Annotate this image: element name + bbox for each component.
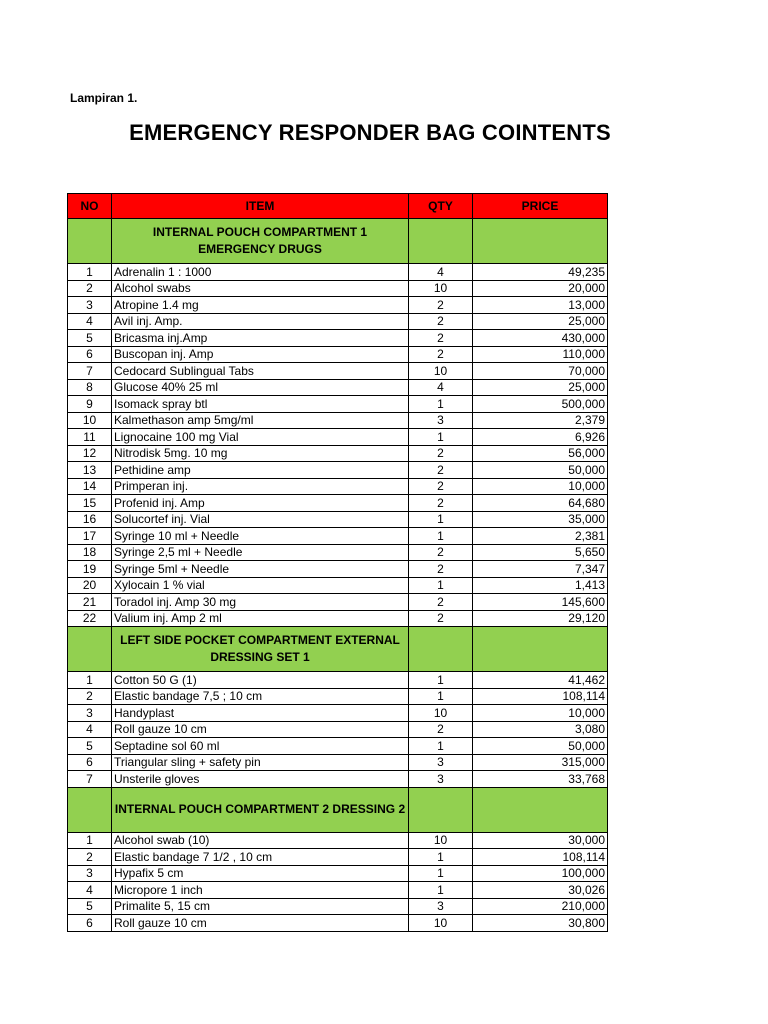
row-item: Roll gauze 10 cm: [112, 915, 409, 932]
row-price: 25,000: [473, 379, 608, 396]
row-no: 3: [68, 297, 112, 314]
table-row: [68, 915, 608, 932]
row-item: Nitrodisk 5mg. 10 mg: [112, 445, 409, 462]
row-price: 56,000: [473, 445, 608, 462]
row-item: Kalmethason amp 5mg/ml: [112, 412, 409, 429]
row-no: 10: [68, 412, 112, 429]
row-qty: 1: [409, 865, 473, 882]
table-body: [68, 219, 608, 932]
row-no: 19: [68, 561, 112, 578]
row-price: 500,000: [473, 396, 608, 413]
section-price-cell: [473, 219, 608, 264]
row-price: 50,000: [473, 738, 608, 755]
table-row: [68, 544, 608, 561]
row-price: 70,000: [473, 363, 608, 380]
table-row: [68, 495, 608, 512]
row-no: 4: [68, 882, 112, 899]
table-row: [68, 412, 608, 429]
row-price: 30,026: [473, 882, 608, 899]
table-row: [68, 396, 608, 413]
row-item: Roll gauze 10 cm: [112, 721, 409, 738]
row-item: Adrenalin 1 : 1000: [112, 264, 409, 281]
row-price: 10,000: [473, 705, 608, 722]
row-item: Xylocain 1 % vial: [112, 577, 409, 594]
table-row: [68, 832, 608, 849]
row-item: Syringe 5ml + Needle: [112, 561, 409, 578]
row-no: 15: [68, 495, 112, 512]
table-row: [68, 738, 608, 755]
table-row: [68, 330, 608, 347]
section-row: [68, 627, 608, 672]
row-price: 30,800: [473, 915, 608, 932]
row-price: 41,462: [473, 672, 608, 689]
row-qty: 3: [409, 412, 473, 429]
row-price: 2,379: [473, 412, 608, 429]
row-price: 145,600: [473, 594, 608, 611]
table-row: [68, 379, 608, 396]
row-no: 11: [68, 429, 112, 446]
row-no: 4: [68, 313, 112, 330]
table-row: [68, 882, 608, 899]
section-qty-cell: [409, 627, 473, 672]
row-qty: 3: [409, 771, 473, 788]
row-price: 30,000: [473, 832, 608, 849]
row-qty: 1: [409, 849, 473, 866]
row-qty: 10: [409, 363, 473, 380]
row-price: 10,000: [473, 478, 608, 495]
row-no: 3: [68, 865, 112, 882]
row-qty: 2: [409, 313, 473, 330]
row-qty: 1: [409, 511, 473, 528]
row-no: 17: [68, 528, 112, 545]
row-item: Toradol inj. Amp 30 mg: [112, 594, 409, 611]
row-item: Glucose 40% 25 ml: [112, 379, 409, 396]
row-no: 5: [68, 330, 112, 347]
row-no: 14: [68, 478, 112, 495]
page-title: EMERGENCY RESPONDER BAG COINTENTS: [129, 120, 611, 145]
header-price: PRICE: [473, 194, 608, 219]
row-qty: 1: [409, 882, 473, 899]
row-price: 13,000: [473, 297, 608, 314]
row-no: 16: [68, 511, 112, 528]
row-qty: 4: [409, 264, 473, 281]
header-item: ITEM: [112, 194, 409, 219]
row-item: Alcohol swabs: [112, 280, 409, 297]
table-row: [68, 363, 608, 380]
table-row: [68, 511, 608, 528]
row-item: Primperan inj.: [112, 478, 409, 495]
row-item: Syringe 2,5 ml + Needle: [112, 544, 409, 561]
row-no: 2: [68, 849, 112, 866]
section-no-cell: [68, 627, 112, 672]
row-no: 18: [68, 544, 112, 561]
table-row: [68, 672, 608, 689]
row-qty: 2: [409, 495, 473, 512]
header-row: [68, 194, 608, 219]
row-price: 6,926: [473, 429, 608, 446]
row-no: 7: [68, 363, 112, 380]
row-qty: 4: [409, 379, 473, 396]
row-qty: 3: [409, 898, 473, 915]
row-price: 29,120: [473, 610, 608, 627]
row-no: 1: [68, 264, 112, 281]
row-item: Atropine 1.4 mg: [112, 297, 409, 314]
row-price: 210,000: [473, 898, 608, 915]
table-row: [68, 429, 608, 446]
row-no: 6: [68, 754, 112, 771]
row-price: 108,114: [473, 688, 608, 705]
row-item: Buscopan inj. Amp: [112, 346, 409, 363]
table-row: [68, 561, 608, 578]
section-price-cell: [473, 627, 608, 672]
row-no: 8: [68, 379, 112, 396]
row-item: Profenid inj. Amp: [112, 495, 409, 512]
table-row: [68, 721, 608, 738]
row-price: 110,000: [473, 346, 608, 363]
row-price: 33,768: [473, 771, 608, 788]
table-row: [68, 478, 608, 495]
table-row: [68, 610, 608, 627]
row-price: 35,000: [473, 511, 608, 528]
row-no: 1: [68, 672, 112, 689]
table-row: [68, 313, 608, 330]
row-item: Unsterile gloves: [112, 771, 409, 788]
row-item: Pethidine amp: [112, 462, 409, 479]
row-no: 2: [68, 280, 112, 297]
table-row: [68, 705, 608, 722]
row-no: 7: [68, 771, 112, 788]
table-row: [68, 754, 608, 771]
row-item: Handyplast: [112, 705, 409, 722]
section-label: INTERNAL POUCH COMPARTMENT 2 DRESSING 2: [112, 787, 409, 832]
row-no: 9: [68, 396, 112, 413]
row-qty: 2: [409, 346, 473, 363]
row-qty: 2: [409, 544, 473, 561]
row-item: Septadine sol 60 ml: [112, 738, 409, 755]
row-item: Avil inj. Amp.: [112, 313, 409, 330]
row-item: Isomack spray btl: [112, 396, 409, 413]
row-item: Cedocard Sublingual Tabs: [112, 363, 409, 380]
row-price: 64,680: [473, 495, 608, 512]
row-qty: 1: [409, 688, 473, 705]
row-no: 5: [68, 898, 112, 915]
table-row: [68, 688, 608, 705]
section-qty-cell: [409, 787, 473, 832]
contents-table: [67, 193, 608, 932]
row-qty: 2: [409, 594, 473, 611]
row-no: 6: [68, 915, 112, 932]
row-no: 12: [68, 445, 112, 462]
section-row: [68, 219, 608, 264]
row-price: 1,413: [473, 577, 608, 594]
row-no: 3: [68, 705, 112, 722]
row-price: 49,235: [473, 264, 608, 281]
row-price: 5,650: [473, 544, 608, 561]
table-row: [68, 445, 608, 462]
row-item: Cotton 50 G (1): [112, 672, 409, 689]
table-row: [68, 462, 608, 479]
row-item: Bricasma inj.Amp: [112, 330, 409, 347]
section-label: INTERNAL POUCH COMPARTMENT 1 EMERGENCY DRUGS: [112, 219, 409, 264]
table-row: [68, 771, 608, 788]
row-price: 50,000: [473, 462, 608, 479]
row-qty: 2: [409, 462, 473, 479]
table-row: [68, 594, 608, 611]
section-qty-cell: [409, 219, 473, 264]
row-qty: 1: [409, 577, 473, 594]
appendix-label: Lampiran 1.: [70, 91, 138, 105]
row-item: Primalite 5, 15 cm: [112, 898, 409, 915]
row-price: 100,000: [473, 865, 608, 882]
row-no: 21: [68, 594, 112, 611]
row-qty: 1: [409, 429, 473, 446]
row-item: Elastic bandage 7 1/2 , 10 cm: [112, 849, 409, 866]
table-row: [68, 264, 608, 281]
section-no-cell: [68, 787, 112, 832]
table-row: [68, 577, 608, 594]
row-no: 5: [68, 738, 112, 755]
row-item: Syringe 10 ml + Needle: [112, 528, 409, 545]
row-no: 20: [68, 577, 112, 594]
row-item: Triangular sling + safety pin: [112, 754, 409, 771]
row-no: 22: [68, 610, 112, 627]
table-row: [68, 280, 608, 297]
table-row: [68, 346, 608, 363]
row-qty: 10: [409, 832, 473, 849]
row-price: 3,080: [473, 721, 608, 738]
row-qty: 10: [409, 280, 473, 297]
row-qty: 1: [409, 672, 473, 689]
row-no: 4: [68, 721, 112, 738]
header-qty: QTY: [409, 194, 473, 219]
row-price: 2,381: [473, 528, 608, 545]
row-item: Micropore 1 inch: [112, 882, 409, 899]
row-qty: 3: [409, 754, 473, 771]
row-price: 108,114: [473, 849, 608, 866]
table-row: [68, 898, 608, 915]
table-row: [68, 528, 608, 545]
header-no: NO: [68, 194, 112, 219]
row-qty: 2: [409, 297, 473, 314]
row-item: Elastic bandage 7,5 ; 10 cm: [112, 688, 409, 705]
row-qty: 2: [409, 561, 473, 578]
row-item: Valium inj. Amp 2 ml: [112, 610, 409, 627]
row-no: 6: [68, 346, 112, 363]
row-item: Hypafix 5 cm: [112, 865, 409, 882]
section-row: [68, 787, 608, 832]
section-no-cell: [68, 219, 112, 264]
row-price: 315,000: [473, 754, 608, 771]
row-price: 20,000: [473, 280, 608, 297]
row-qty: 2: [409, 610, 473, 627]
row-no: 13: [68, 462, 112, 479]
row-qty: 10: [409, 705, 473, 722]
row-qty: 2: [409, 478, 473, 495]
row-item: Lignocaine 100 mg Vial: [112, 429, 409, 446]
row-no: 1: [68, 832, 112, 849]
row-price: 7,347: [473, 561, 608, 578]
section-label: LEFT SIDE POCKET COMPARTMENT EXTERNAL DRESSING SET 1: [112, 627, 409, 672]
table-row: [68, 865, 608, 882]
row-no: 2: [68, 688, 112, 705]
row-item: Alcohol swab (10): [112, 832, 409, 849]
row-item: Solucortef inj. Vial: [112, 511, 409, 528]
row-qty: 1: [409, 738, 473, 755]
row-qty: 2: [409, 330, 473, 347]
section-price-cell: [473, 787, 608, 832]
table-row: [68, 297, 608, 314]
row-price: 430,000: [473, 330, 608, 347]
row-qty: 2: [409, 445, 473, 462]
row-qty: 2: [409, 721, 473, 738]
table-row: [68, 849, 608, 866]
row-qty: 1: [409, 396, 473, 413]
row-price: 25,000: [473, 313, 608, 330]
row-qty: 10: [409, 915, 473, 932]
row-qty: 1: [409, 528, 473, 545]
